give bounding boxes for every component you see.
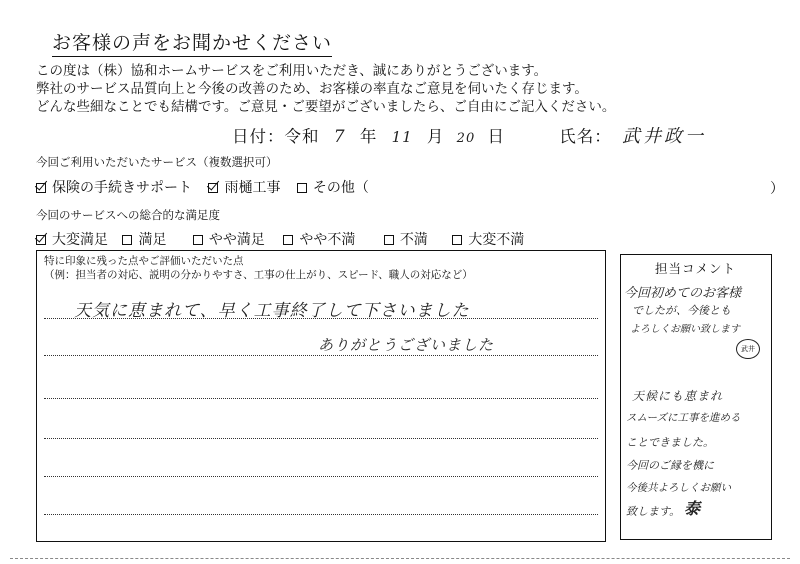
checkbox[interactable]	[193, 235, 203, 245]
satisfaction-option-somewhat-dissatisfied[interactable]: やや不満	[283, 229, 355, 249]
writing-line	[44, 438, 598, 439]
staff-reply-line-3: よろしくお願い致します	[630, 324, 740, 335]
checkbox[interactable]	[297, 183, 307, 193]
staff-comment-line-2: スムーズに工事を進める	[626, 412, 741, 424]
day-label: 日	[487, 127, 505, 146]
checkbox[interactable]	[452, 235, 462, 245]
satisfaction-option-very-dissatisfied[interactable]: 大変不満	[452, 229, 524, 249]
date-month[interactable]: 11	[391, 128, 413, 146]
date-day[interactable]: 20	[456, 131, 476, 146]
services-label: 今回ご利用いただいたサービス（複数選択可）	[36, 155, 278, 169]
satisfaction-options	[36, 229, 524, 249]
date-label: 日付：令和	[232, 127, 320, 146]
staff-comment-line-6: 致します。	[626, 505, 681, 518]
intro-line-3: どんな些細なことでも結構です。ご意見・ご要望がございましたら、ご自由にご記入ください。	[36, 99, 616, 115]
impression-hint: （例：担当者の対応、説明の分かりやすさ、工事の仕上がり、スピード、職人の対応など）	[44, 269, 473, 281]
date-row	[232, 122, 706, 148]
writing-line	[44, 355, 598, 356]
impression-box	[36, 250, 606, 542]
personal-seal-stamp: 武井	[736, 339, 760, 359]
date-year[interactable]: 7	[333, 127, 346, 147]
staff-signature: 泰	[684, 499, 701, 518]
intro-line-2: 弊社のサービス品質向上と今後の改善のため、お客様の率直なご意見を伺いたく存じます。	[36, 81, 588, 97]
impression-line-1[interactable]: 天気に恵まれて、早く工事終了して下さいました	[74, 301, 470, 321]
staff-comment-title: 担当コメント	[655, 261, 737, 276]
year-label: 年	[359, 127, 378, 146]
staff-reply-line-1: 今回初めてのお客様	[624, 286, 742, 301]
checkbox[interactable]	[36, 183, 46, 193]
staff-comment-line-1: 天候にも恵まれ	[632, 389, 724, 403]
form-title: お客様の声をお聞かせください	[52, 28, 332, 57]
staff-reply-line-2: でしたが、今後とも	[632, 304, 731, 317]
staff-comment-line-3: ことできました。	[626, 436, 714, 449]
name-value[interactable]: 武井政一	[621, 126, 706, 147]
checkbox[interactable]	[384, 235, 394, 245]
services-options	[36, 177, 381, 197]
satisfaction-option-dissatisfied[interactable]: 不満	[384, 229, 428, 249]
satisfaction-label: 今回のサービスへの総合的な満足度	[36, 208, 220, 222]
checkbox[interactable]	[36, 235, 46, 245]
staff-comment-line-4: 今回のご縁を機に	[626, 459, 714, 472]
checkbox[interactable]	[208, 183, 218, 193]
intro-line-1: この度は（株）協和ホームサービスをご利用いただき、誠にありがとうございます。	[36, 63, 548, 79]
satisfaction-option-somewhat-satisfied[interactable]: やや満足	[193, 229, 265, 249]
checkbox[interactable]	[283, 235, 293, 245]
staff-comment-line-5: 今後共よろしくお願い	[626, 482, 731, 494]
service-option-other[interactable]: その他（	[297, 177, 369, 197]
month-label: 月	[426, 127, 445, 146]
writing-line	[44, 398, 598, 399]
service-option-insurance[interactable]: 保険の手続きサポート	[36, 177, 192, 197]
satisfaction-option-very-satisfied[interactable]: 大変満足	[36, 229, 108, 249]
writing-line	[44, 476, 598, 477]
impression-heading: 特に印象に残った点やご評価いただいた点	[44, 255, 244, 267]
name-label: 氏名：	[559, 127, 612, 146]
writing-line	[44, 514, 598, 515]
satisfaction-option-satisfied[interactable]: 満足	[122, 229, 166, 249]
bottom-divider	[10, 558, 790, 559]
checkbox[interactable]	[122, 235, 132, 245]
service-option-gutter[interactable]: 雨樋工事	[208, 177, 280, 197]
other-paren-close: ）	[770, 181, 784, 197]
impression-line-2[interactable]: ありがとうございました	[318, 336, 495, 354]
